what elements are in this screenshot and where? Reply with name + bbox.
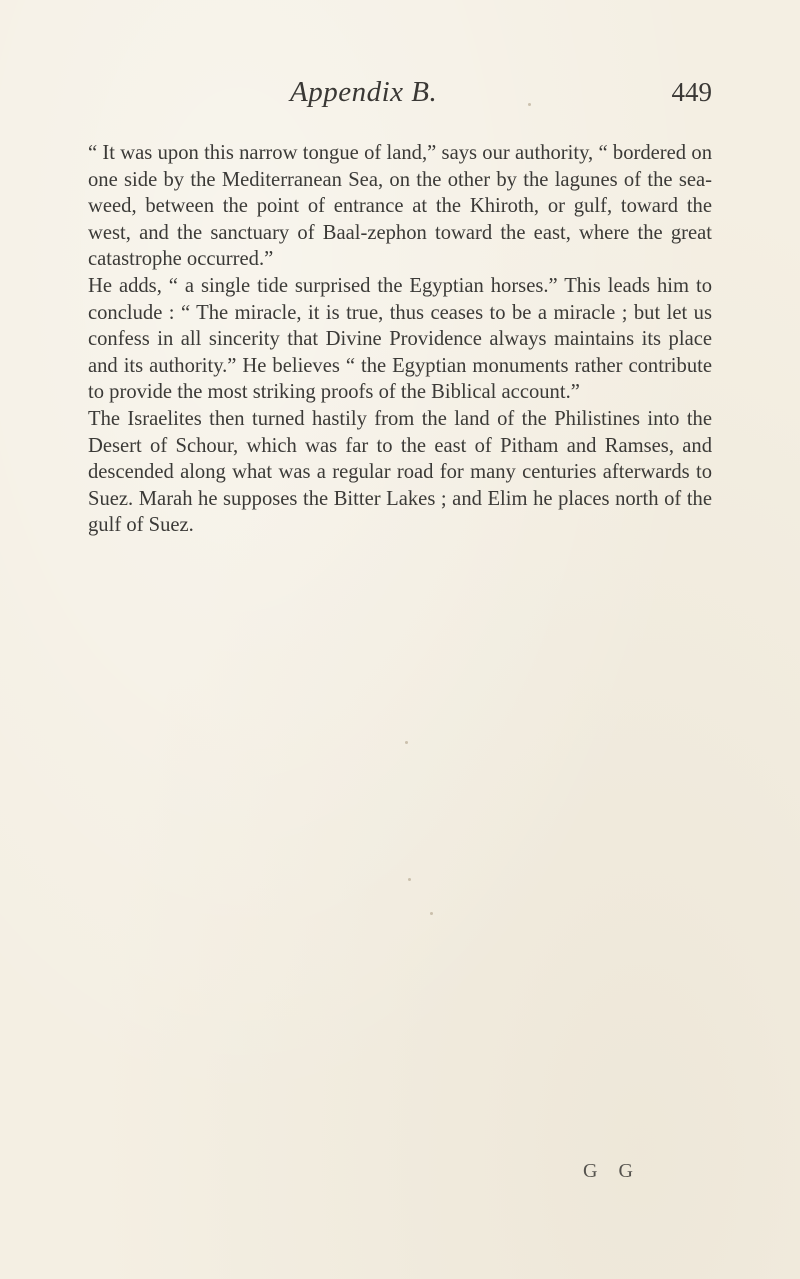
body-text bbox=[88, 140, 712, 539]
running-head bbox=[90, 76, 712, 116]
page-number: 449 bbox=[671, 77, 712, 107]
paper-speck bbox=[528, 103, 531, 106]
paper-speck bbox=[405, 741, 408, 744]
paragraph-2: He adds, “ a single tide surprised the Egyptian horses.” This leads him to conclude : “ The miracle, it is true, thus ceases to be a miracle ; but let us confess in all sincerity that Divine Providence always maintains its place and its authority.” He believes “ the Egyptian monuments rather contribute to provide the most striking proofs of the Biblical account.” bbox=[88, 274, 712, 404]
paper-speck bbox=[430, 912, 433, 915]
paper-speck bbox=[408, 878, 411, 881]
paragraph-3: The Israelites then turned hastily from the land of the Philistines into the Desert of Schour, which was far to the east of Pitham and Ramses, and descended along what was a regular road for many centuries afterwards to Suez. Marah he supposes the Bitter Lakes ; and Elim he places north of the gulf of Suez. bbox=[88, 407, 712, 537]
running-title: Appendix B. bbox=[290, 76, 438, 108]
signature-mark: G G bbox=[583, 1160, 641, 1182]
paragraph-1: “ It was upon this narrow tongue of land,” says our authority, “ bordered on one side by the Mediterranean Sea, on the other by the lagunes of the sea-weed, between the point of entrance at the Khiroth, or gulf, toward the west, and the sanctuary of Baal-zephon toward the east, where the great catastrophe occurred.” bbox=[88, 142, 712, 271]
